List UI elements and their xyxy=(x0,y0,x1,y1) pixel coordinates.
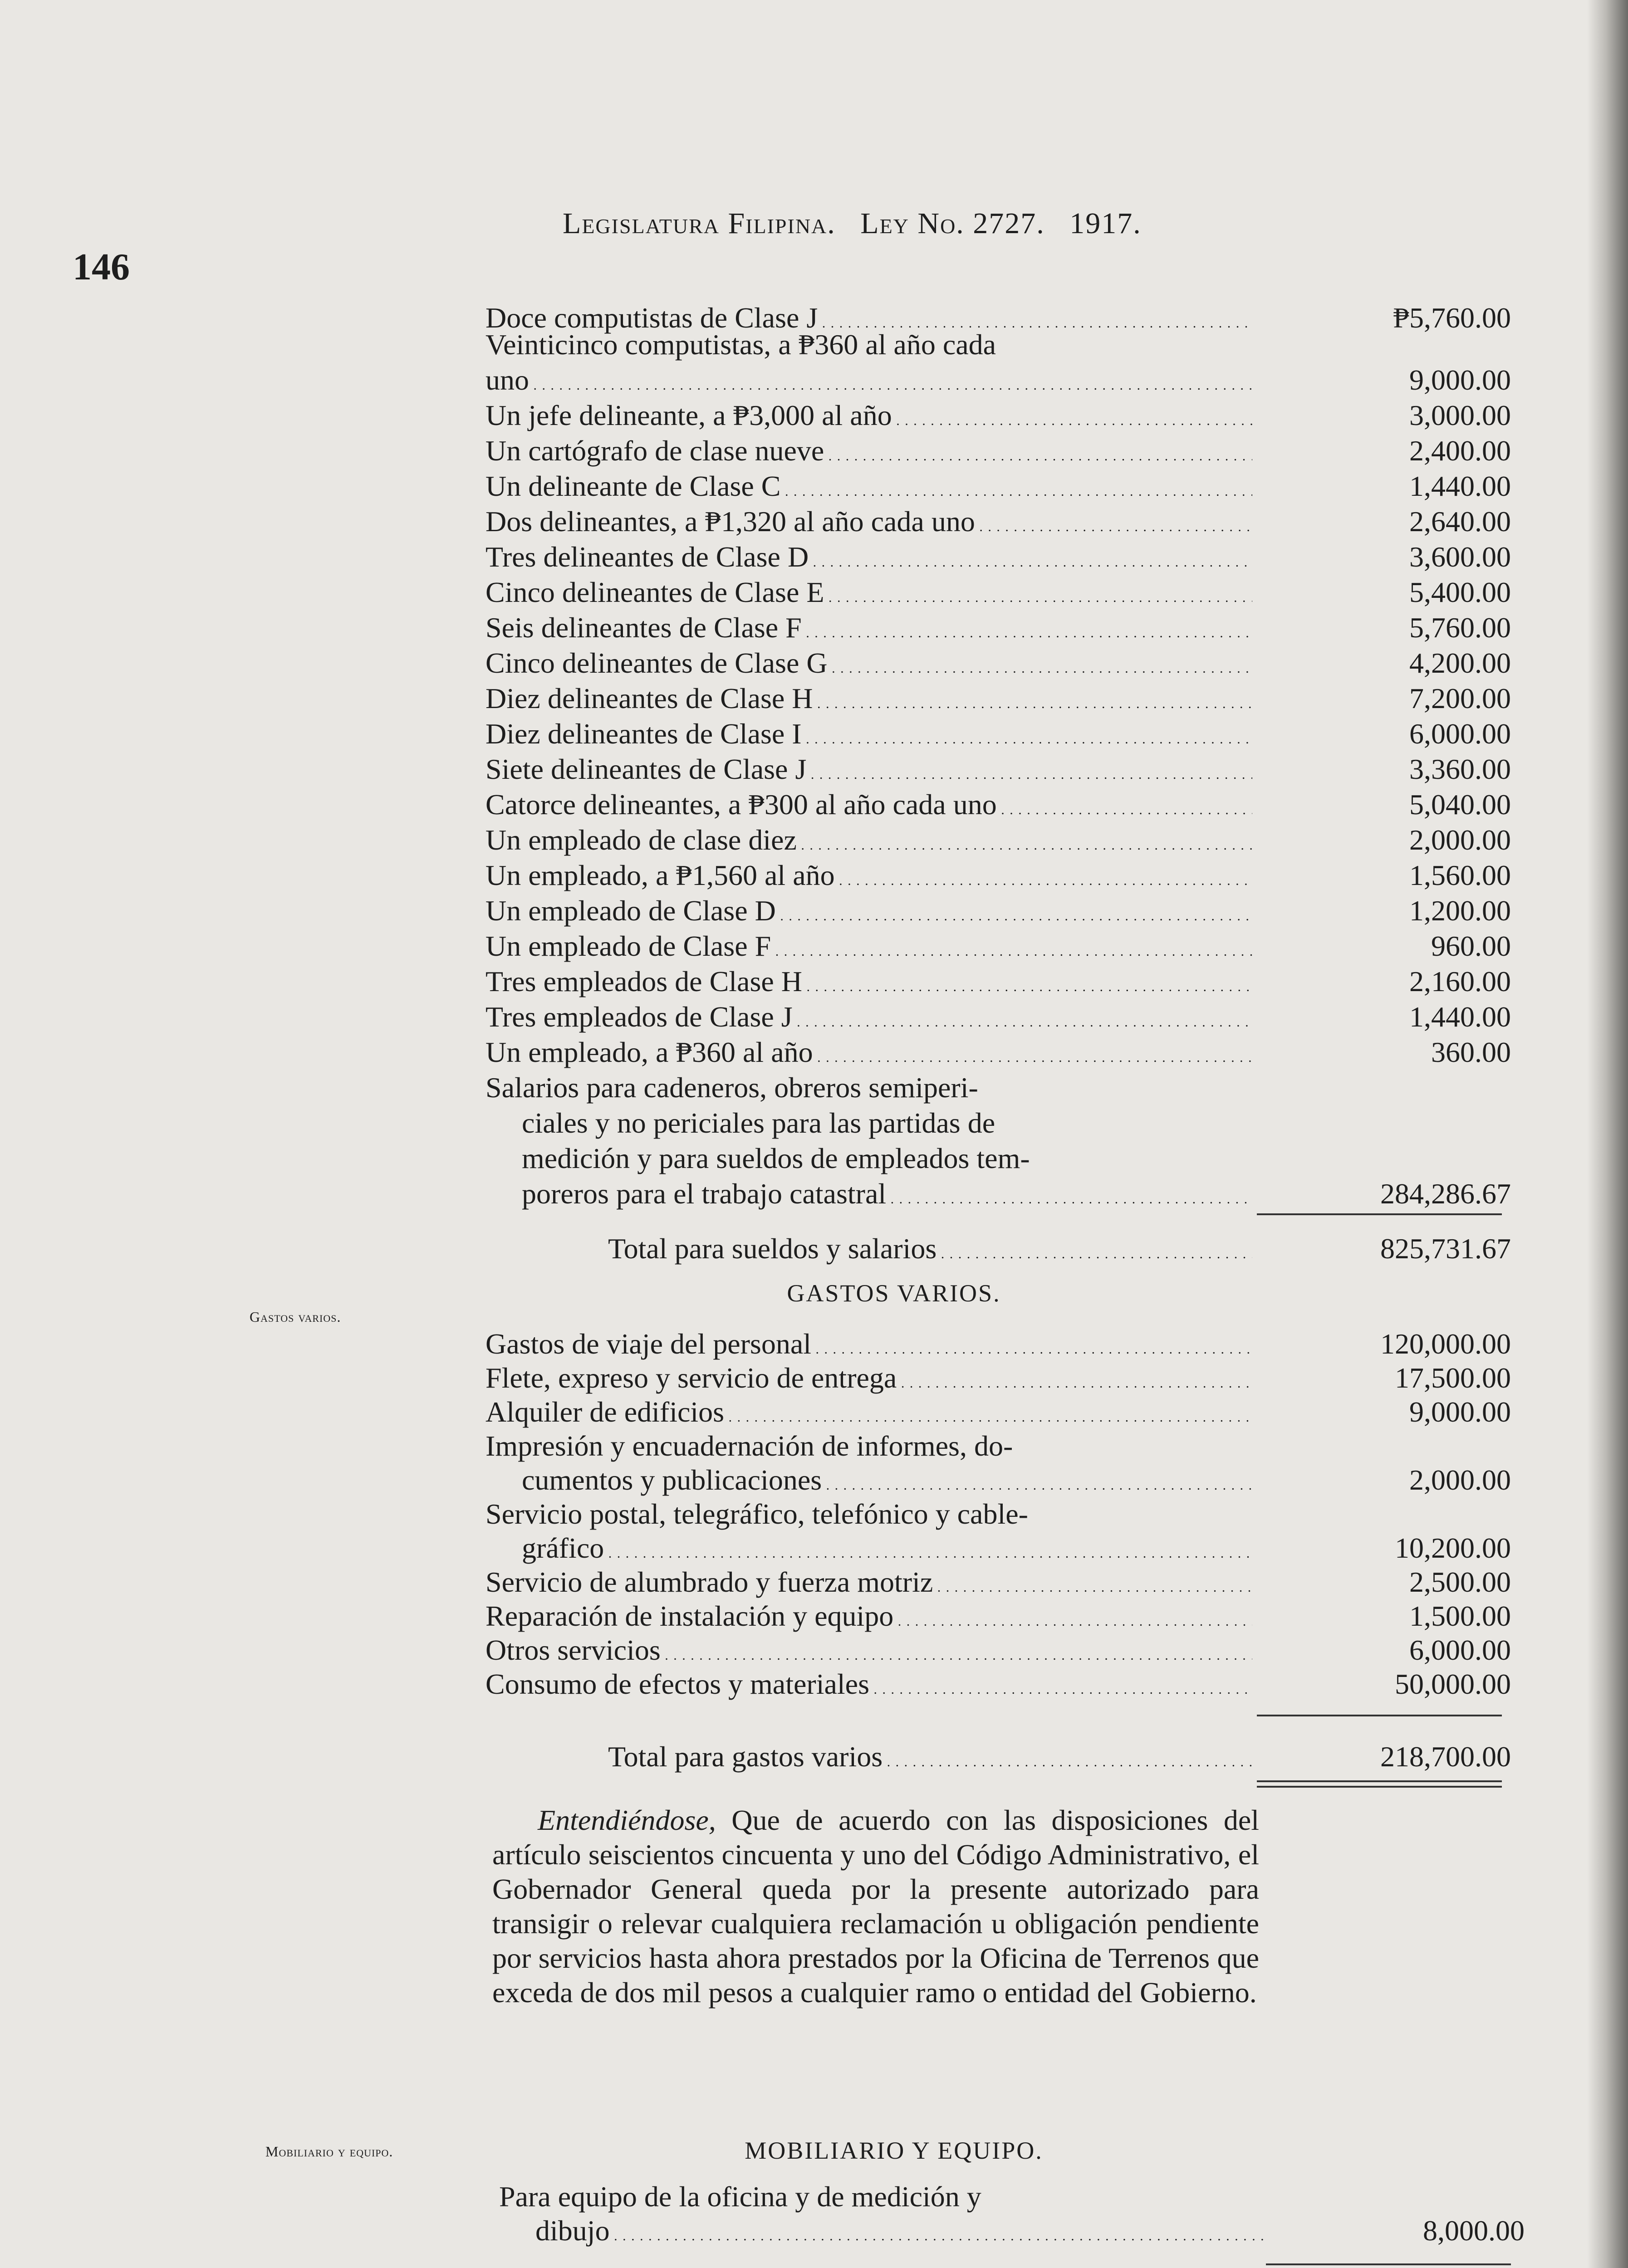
page-number: 146 xyxy=(73,246,130,288)
ledger-line: Un cartógrafo de clase nueve . . . 2,400.00 xyxy=(485,434,1257,468)
ledger-line: Cinco delineantes de Clase G . . . 4,200.00 xyxy=(485,646,1257,680)
ledger-line: Consumo de efectos y materiales . . . 50,000.00 xyxy=(485,1667,1257,1701)
ledger-line: Un empleado de Clase D . . . 1,200.00 xyxy=(485,894,1257,928)
proviso-paragraph xyxy=(492,1803,1259,2010)
ledger-line: Doce computistas de Clase J . . . ₱5,760.00 xyxy=(485,301,1257,335)
ledger-line: Impresión y encuadernación de informes, do- xyxy=(485,1430,1013,1462)
ledger-line: Diez delineantes de Clase H . . . 7,200.00 xyxy=(485,681,1257,716)
header-year: 1917. xyxy=(1069,207,1142,240)
header-legislature: Legislatura Filipina. xyxy=(563,207,836,240)
ledger-line: medición y para sueldos de empleados tem- xyxy=(522,1142,1030,1174)
ledger-line: Tres empleados de Clase J . . . 1,440.00 xyxy=(485,1000,1257,1034)
ledger-line: Un empleado de Clase F . . . 960.00 xyxy=(485,929,1257,963)
ledger-line: Un jefe delineante, a ₱3,000 al año . . . 3,000.00 xyxy=(485,398,1257,433)
ledger-line: Un delineante de Clase C . . . 1,440.00 xyxy=(485,469,1257,503)
page-edge-shadow xyxy=(1587,0,1628,2268)
ledger-line: Un empleado, a ₱1,560 al año . . . 1,560.00 xyxy=(485,858,1257,893)
gastos-total-line: Total para gastos varios . . . 218,700.00 xyxy=(485,1740,1257,1774)
ledger-line: Gastos de viaje del personal . . . 120,000.00 xyxy=(485,1327,1257,1361)
running-header xyxy=(563,206,1142,241)
ledger-line: Siete delineantes de Clase J . . . 3,360.00 xyxy=(485,752,1257,787)
ledger-line: Diez delineantes de Clase I . . . 6,000.00 xyxy=(485,717,1257,751)
subtotal-rule xyxy=(1257,1715,1502,1716)
ledger-line: Reparación de instalación y equipo . . . 1,500.00 xyxy=(485,1599,1257,1633)
ledger-line: cumentos y publicaciones . . . 2,000.00 xyxy=(485,1463,1257,1497)
ledger-line: Catorce delineantes, a ₱300 al año cada uno . . . 5,040.00 xyxy=(485,787,1257,822)
proviso-lead: Entendiéndose, xyxy=(538,1804,716,1836)
section-heading-gastos: GASTOS VARIOS. xyxy=(787,1280,1001,1307)
header-law: Ley No. 2727. xyxy=(860,207,1045,240)
ledger-line: Alquiler de edificios . . . 9,000.00 xyxy=(485,1395,1257,1429)
ledger-line: uno . . . 9,000.00 xyxy=(485,363,1257,397)
ledger-line: Servicio postal, telegráfico, telefónico y cable- xyxy=(485,1498,1028,1530)
ledger-line: ciales y no periciales para las partidas de xyxy=(522,1107,995,1139)
ledger-line: poreros para el trabajo catastral . . . 284,286.67 xyxy=(485,1177,1257,1211)
ledger-line: Cinco delineantes de Clase E . . . 5,400.00 xyxy=(485,575,1257,610)
ledger-line: Un empleado de clase diez . . . 2,000.00 xyxy=(485,823,1257,857)
subtotal-rule xyxy=(1257,1213,1502,1215)
margin-note-gastos: Gastos varios. xyxy=(250,1309,341,1325)
ledger-line: Flete, expreso y servicio de entrega . . . 17,500.00 xyxy=(485,1361,1257,1395)
ledger-line: Un empleado, a ₱360 al año . . . 360.00 xyxy=(485,1035,1257,1070)
ledger-line: dibujo . . . 8,000.00 xyxy=(499,2214,1270,2248)
ledger-line: Seis delineantes de Clase F . . . 5,760.00 xyxy=(485,611,1257,645)
proviso-text: Que de acuerdo con las disposiciones del artículo seiscientos cincuenta y uno del Código Administrativo, el Gobernador General queda por la presente autorizado para transigir o relevar cualquiera reclamación u obligación pendiente por servicios hasta ahora prestados por la Oficina de Terrenos que exceda de dos mil pesos a cualquier ramo o entidad del Gobierno. xyxy=(492,1804,1259,2009)
margin-note-mobiliario: Mobiliario y equipo. xyxy=(265,2143,393,2160)
ledger-line: Dos delineantes, a ₱1,320 al año cada uno . . . 2,640.00 xyxy=(485,504,1257,539)
ledger-line: Tres empleados de Clase H . . . 2,160.00 xyxy=(485,964,1257,999)
ledger-line: Tres delineantes de Clase D . . . 3,600.00 xyxy=(485,540,1257,574)
subtotal-rule xyxy=(1266,2263,1511,2265)
double-rule xyxy=(1257,1780,1502,1788)
ledger-line: Otros servicios . . . 6,000.00 xyxy=(485,1633,1257,1667)
salary-total-line: Total para sueldos y salarios . . . 825,731.67 xyxy=(485,1232,1257,1266)
ledger-line: Servicio de alumbrado y fuerza motriz . . . 2,500.00 xyxy=(485,1565,1257,1599)
section-heading-mobiliario: MOBILIARIO Y EQUIPO. xyxy=(745,2137,1043,2164)
ledger-line: Veinticinco computistas, a ₱360 al año cada xyxy=(485,328,996,361)
ledger-line: Para equipo de la oficina y de medición y xyxy=(499,2180,981,2213)
ledger-line: gráfico . . . 10,200.00 xyxy=(485,1531,1257,1565)
ledger-line: Salarios para cadeneros, obreros semiperi- xyxy=(485,1071,978,1104)
